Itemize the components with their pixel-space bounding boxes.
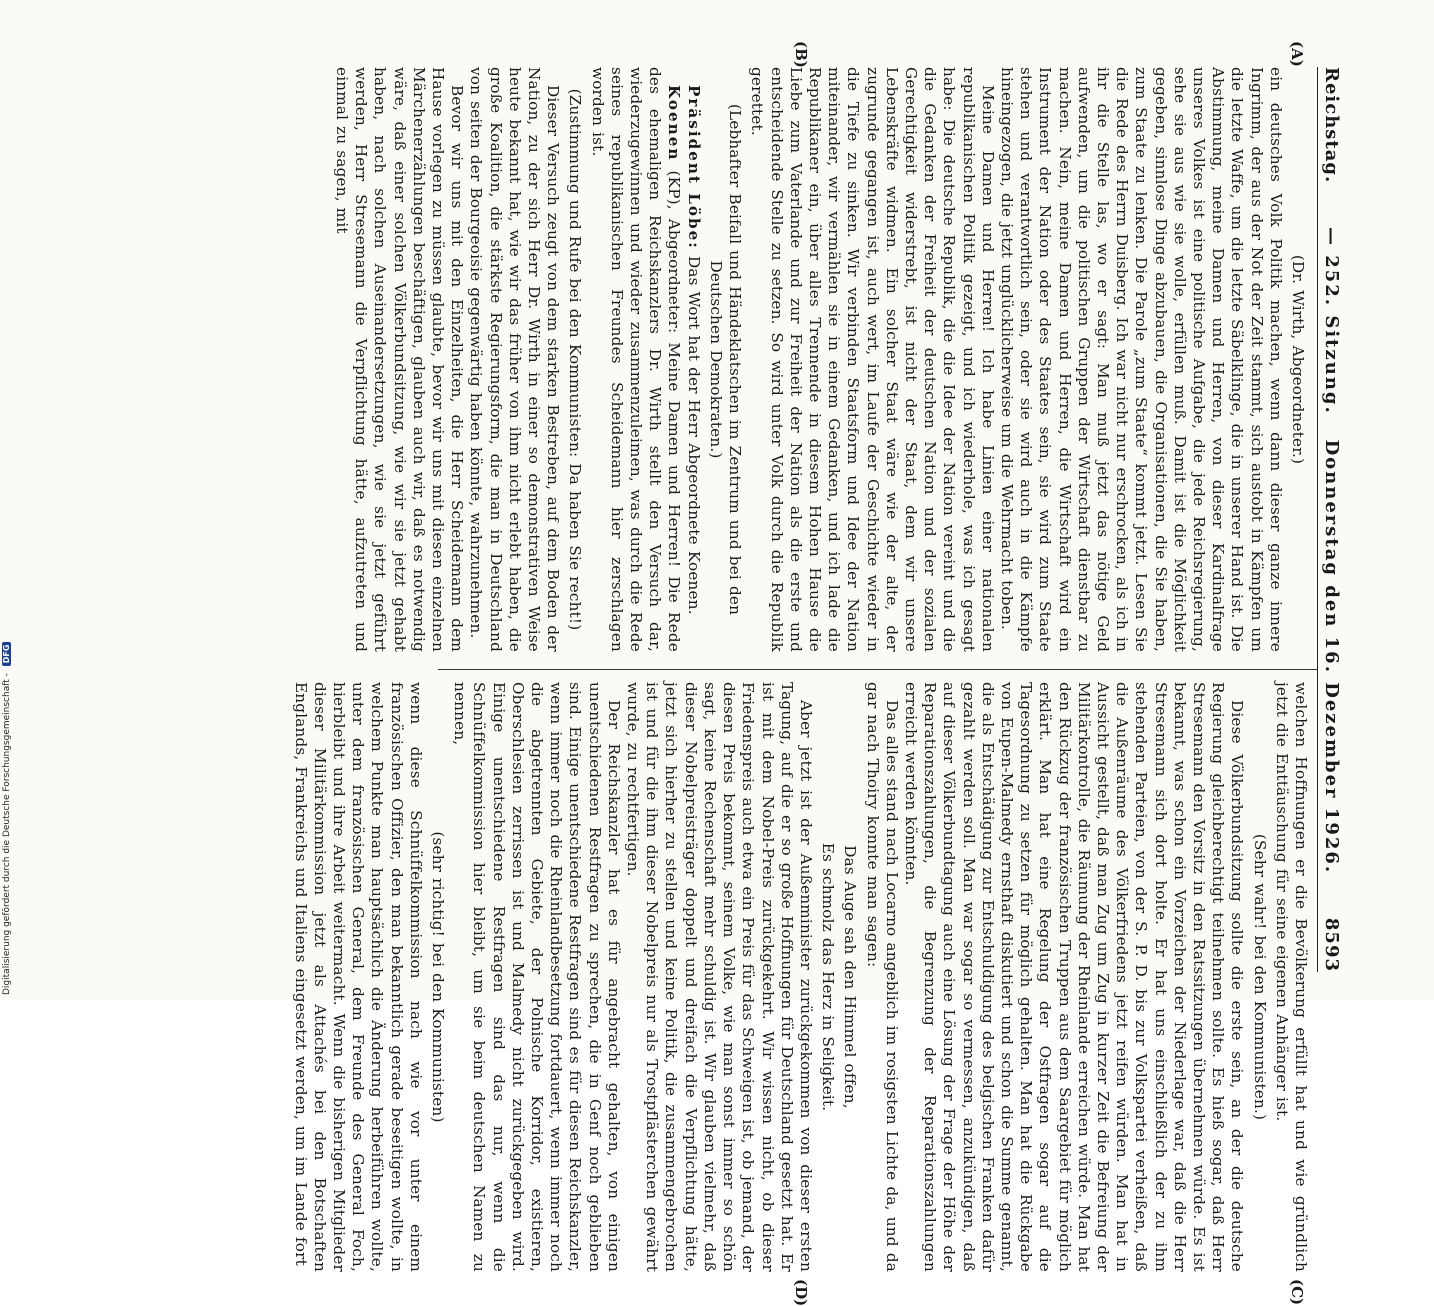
speaker-name: Präsident Löbe: — [684, 85, 703, 250]
header-left: Reichstag. — [1321, 67, 1342, 184]
paragraph: Koenen (KP), Abgeordneter: Meine Damen und Herren! Die Rede des ehemaligen Reichskanzlers Dr. Wirth stellt den Versuch dar, wiederzugewinnen und wieder zusammenzuleimen, was durch die Rede seines republikanischen Freundes Scheidemann hier zerschlagen worden ist. — [588, 67, 684, 652]
running-head — [1317, 67, 1350, 972]
interjection: (Zustimmung und Rufe bei den Kommunisten: Da haben Sie recht!) — [566, 88, 585, 631]
paragraph: Präsident Löbe: Das Wort hat der Herr Abgeordnete Koenen. — [684, 85, 703, 615]
paragraph: Dieser Versuch zeugt von dem starken Bestreben, auf dem Boden der Nation, zu der sich Herr Dr. Wirth in einer so demonstrativen Weise heute bekannt hat, wie wir das früher von ihm nicht erlebt haben, die große Koalition, die stärkste Regierungsform, die man in Deutschland von seiten der Bourgeoisie gegenwärtig haben könnte, wahrzunehmen. — [467, 67, 563, 652]
paragraph: Diese Völkerbundsitzung sollte die erste sein, an der die deutsche Regierung gleichberechtigt teilnehmen sollte. Es hieß sogar, daß Herr Stresemann den Vorsitz in den Ratssitzungen übernehmen würde. Es ist bekannt, was schon ein Vorzeichen der Niederlage war, daß die Herr Stresemann sich dort holte. Er hat uns einschließlich der zu ihm stehenden Parteien, von der S. P. D. bis zur Volkspartei verheißen, daß die Außenräume des Völkerfriedens jetzt reifen würden. Man hat in Aussicht gestellt, daß man Zug um Zug in kurzer Zeit die Befreiung der Militärkontrolle, die Räumung der Rheinlande erreichen würde. Man hat den Rückzug der französischen Truppen aus dem Saargebiet für möglich erklärt. Man hat eine Regelung der Ostfragen sogar auf die Tagesordnung zu setzen für möglich gehalten. Man hat die Rückgabe von Eupen-Malmedy ernsthaft diskutiert und schon die Summe genannt, die als Entschädigung zur Entschuldigung des belgischen Franken dafür gezahlt werden soll. Man war sogar so vermessen, anzukündigen, daß auf dieser Völkerbundtagung auch eine Lösung der Frage der Höhe der Reparationszahlungen, die Begrenzung der Reparationszahlungen erreicht werden könnten. — [901, 682, 1247, 1272]
interjection: (sehr richtig! bei den Kommunisten) — [429, 831, 448, 1123]
interjection: (Lebhafter Beifall und Händeklatschen im Zentrum und bei den Deutschen Demokraten.) — [706, 103, 745, 616]
interjection: (Sehr wahr! bei den Kommunisten.) — [1250, 833, 1269, 1121]
left-column — [332, 67, 1310, 652]
header-middle: — 252. Sitzung. Donnerstag den 16. Dezember 1926. — [1321, 226, 1342, 875]
verse-line: Es schmolz das Herz in Seligkeit. — [819, 842, 838, 1112]
margin-letter-a: (A) — [1288, 41, 1306, 67]
paragraph: wenn diese Schnüffelkommission nach wie vor unter einem französischen Offizier, den man bekanntlich gerade beseitigen wollte, in welchem Punkte man hauptsächlich die Änderung herbeiführen wollte, unter dem französischen General, dem Freunde des General Foch, hierbleibt und ihre Arbeit weitermacht. Wenn die bisherigen Mitglieder dieser Militärkommission jetzt als Attachés bei den Botschaften Englands, Frankreichs und Italiens eingesetzt werden, um im Lande fort — [291, 682, 425, 1272]
dfg-logo: DFG — [2, 642, 11, 667]
paragraph: ein deutsches Volk Politik machen, wenn dann dieser ganze innere Ingrimm, der aus der Not der Zeit stammt, sich austobt in Kämpfen um die letzte Waffe, um die letzte Säbelklinge, die in unserer Hand ist. Die Abstimmung, meine Damen und Herren, von dieser Kardinalfrage unseres Volkes ist eine politische Aufgabe, die jede Reichsregierung, sehe sie aus wie sie wolle, erfüllen muß. Damit ist die Möglichkeit gegeben, sinnlose Dinge abzubauen, die Organisationen, die Sie haben, zum Staate zu lenken. Die Parole „zum Staate“ kommt jetzt. Lesen Sie die Rede des Herrn Duisberg. Ich war nicht nur erschrocken, als ich in ihr die Stelle las, wo er sagt: Man muß jetzt das nötige Geld aufwenden, um die politischen Gruppen der Wirtschaft dienstbar zu machen. Nein, meine Damen und Herren, die Wirtschaft wird ein Instrument der Nation oder des Staates sein, sie wird zum Staate stehen und verantwortlich sein, oder sie wird auch in die Kämpfe hineingezogen, die jetzt unglücklicherweise um die Wehrmacht toben. — [997, 67, 1285, 652]
footer-text: Digitalisierung gefördert durch die Deutsche Forschungsgemeinschaft - — [2, 673, 12, 995]
margin-letter-d: (D) — [792, 1279, 810, 1306]
paragraph: Aber jetzt ist der Außenminister zurückgekommen von dieser ersten Tagung, auf die er so große Hoffnungen für Deutschland gesetzt hat. Er ist mit dem Nobel-Preis zurückgekehrt. Wir wissen nicht, ob dieser Friedenspreis auch etwa ein Preis für das Schweigen ist, ob jemand, der diesen Preis bekommt, seinem Volke, wie man sonst immer so schön sagt, keine Rechenschaft mehr schuldig ist. Wir glauben vielmehr, daß dieser Nobelpreisträger doppelt und dreifach die Verpflichtung hätte, jetzt sich hierher zu stellen und keine Politik, die zusammengebrochen ist und für die ihm dieser Nobelpreis nur als Trostpflästerchen gewährt wurde, zu rechtfertigen. — [624, 682, 815, 1272]
paragraph: welchen Hoffnungen er die Bevölkerung erfüllt hat und wie gründlich jetzt die Enttäuschung für seine eigenen Anhänger ist. — [1272, 682, 1310, 1272]
margin-letter-c: (C) — [1288, 1279, 1306, 1306]
paragraph: Das alles stand nach Locarno angeblich im rosigsten Lichte da, und da gar nach Thoiry konnte man sagen: — [863, 682, 901, 1272]
paragraph: Bevor wir uns mit den Einzelheiten, die Herr Scheidemann dem Hause vorlegen zu müssen glaubte, bevor wir uns mit diesen einzelnen Märchenerzählungen beschäftigen, glauben auch wir, daß es notwendig wäre, daß einer solchen Völkerbundsitzung, wie wir sie jetzt gehabt haben, nach solchen Auseinandersetzungen, wie sie jetzt geführt werden, Herr Stresemann die Verpflichtung hätte, aufzutreten und einmal zu sagen, mit — [333, 67, 467, 652]
paragraph: Meine Damen und Herren! Ich habe Linien einer nationalen republikanischen Politik gezeigt, und ich wiederhole, was ich gesagt habe: Die deutsche Republik, die die Idee der Nation vereint und die die Gedanken der Freiheit der deutschen Nation und der sozialen Gerechtigkeit widerstrebt, ist nicht der Staat, dem wir unsere Lebenskräfte widmen. Ein solcher Staat wäre wie der alte, der zugrunde gegangen ist, auch wert, im Laufe der Geschichte wieder in die Tiefe zu sinken. Wir verbinden Staatsform und Idee der Nation miteinander, wir vermählen sie in einem Gedanken, und ich lade die Republikaner ein, über alles Trennende in diesem Hohen Hause die Liebe zum Vaterlande und zur Freiheit der Nation als die erste und entscheidende Stelle zu setzen. So wird unter Volk durch die Republik gerettet. — [748, 67, 997, 652]
paragraph: Der Reichskanzler hat es für angebracht gehalten, von einigen unentschiedenen Restfragen zu sprechen, die in Genf noch geblieben sind. Einige unentschiedene Restfragen sind es für diesen Reichskanzler, wenn immer noch die Rheinlandbesetzung fortdauert, wenn immer noch die abgetrennten Gebiete, der Polnische Korridor, existieren, Oberschlesien zerrissen ist und Malmedy nicht zurückgegeben wird. Einige unentschiedene Restfragen sind das nur, wenn die Schnüffelkommission hier bleibt, um sie beim deutschen Namen zu nennen, — [451, 682, 623, 1272]
column-rule — [438, 669, 1318, 670]
speaker-name: Koenen — [665, 85, 684, 162]
verse-line: Das Auge sah den Himmel offen, — [841, 845, 860, 1109]
header-page-number: 8593 — [1321, 917, 1342, 972]
margin-letter-b: (B) — [792, 41, 810, 68]
speaker-intro: (Dr. Wirth, Abgeordneter.) — [1289, 254, 1307, 465]
digitization-footer — [2, 642, 12, 995]
right-column — [290, 682, 1310, 1272]
document-page — [130, 41, 1350, 1306]
